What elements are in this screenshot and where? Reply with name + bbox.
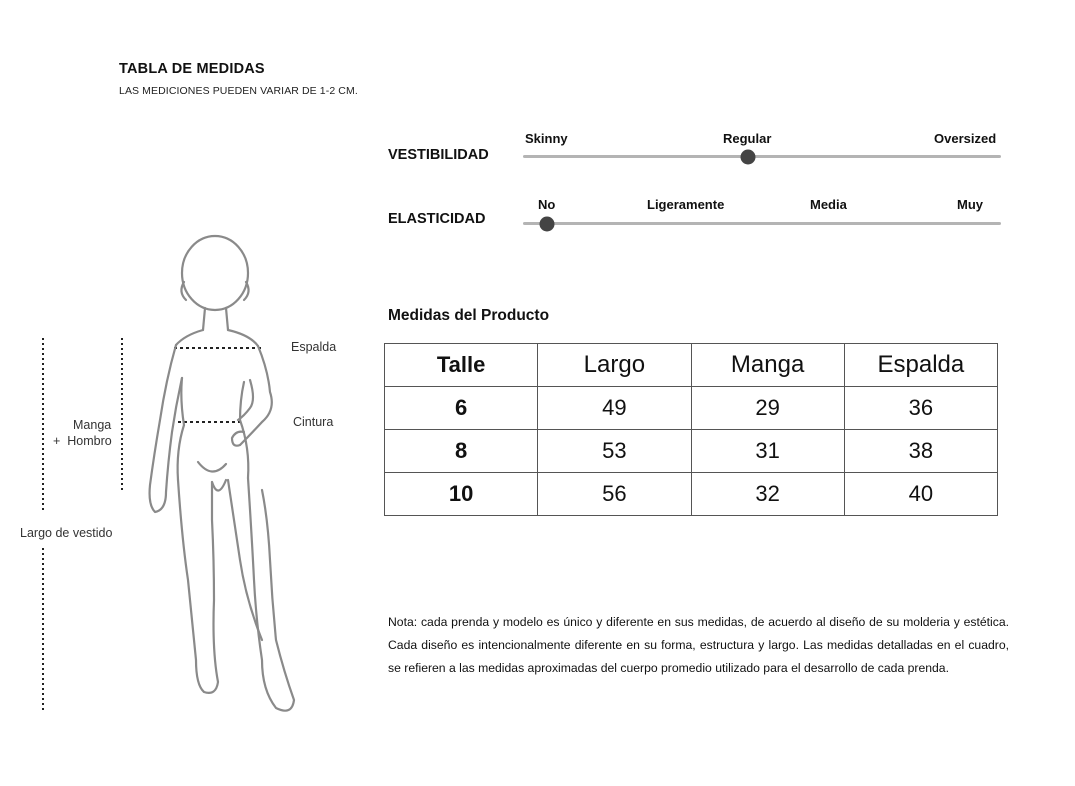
table-row: [385, 473, 998, 516]
elasticidad-option-no: No: [538, 197, 556, 212]
neck-right: [226, 308, 228, 330]
elasticidad-option-media: Media: [810, 197, 847, 212]
neck-left: [203, 308, 205, 330]
manga-cell: 32: [691, 473, 844, 516]
page-title: TABLA DE MEDIDAS: [119, 61, 265, 77]
right-shoulder: [228, 330, 258, 346]
size-cell: 6: [385, 387, 538, 430]
table-row: [385, 387, 998, 430]
vestibilidad-option-regular: Regular: [723, 131, 772, 146]
largo-vestido-label: Largo de vestido: [20, 526, 113, 540]
left-arm: [150, 345, 182, 512]
size-cell: 10: [385, 473, 538, 516]
espalda-label: Espalda: [291, 340, 337, 354]
espalda-cell: 38: [844, 430, 997, 473]
largo-cell: 56: [538, 473, 691, 516]
espalda-cell: 40: [844, 473, 997, 516]
espalda-cell: 36: [844, 387, 997, 430]
column-header-largo: Largo: [538, 344, 691, 387]
column-header-espalda: Espalda: [844, 344, 997, 387]
vestibilidad-option-skinny: Skinny: [525, 131, 568, 146]
manga-label: Manga: [73, 418, 112, 432]
manga-cell: 29: [691, 387, 844, 430]
column-header-manga: Manga: [691, 344, 844, 387]
right-leg: [248, 478, 294, 711]
right-arm-outer: [240, 346, 272, 445]
table-header-row: [385, 344, 998, 387]
left-shoulder: [176, 330, 203, 345]
product-section-title: Medidas del Producto: [388, 307, 550, 324]
largo-cell: 53: [538, 430, 691, 473]
left-leg: [178, 480, 218, 693]
manga-cell: 31: [691, 430, 844, 473]
largo-cell: 49: [538, 387, 691, 430]
note-paragraph: Nota: cada prenda y modelo es único y diferente en sus medidas, de acuerdo al diseño de su molderia y estética. Cada diseño es intencionalmente diferente en su forma, estructura y largo. Las medidas detalladas en el cuadro, se refieren a las medidas aproximadas del cuerpo promedio utilizado para el desarrollo de cada prenda.: [388, 615, 1009, 675]
crotch: [198, 462, 226, 472]
size-cell: 8: [385, 430, 538, 473]
size-table: [384, 343, 998, 516]
elasticidad-option-ligeramente: Ligeramente: [647, 197, 725, 212]
vestibilidad-indicator: [740, 149, 755, 164]
left-hip: [178, 425, 184, 480]
table-row: [385, 430, 998, 473]
vestibilidad-track: [523, 155, 1001, 158]
right-hip: [240, 420, 248, 478]
inner-thigh: [212, 480, 226, 491]
page-subtitle: LAS MEDICIONES PUEDEN VARIAR DE 1-2 CM.: [119, 85, 358, 97]
vestibilidad-label: VESTIBILIDAD: [388, 147, 489, 163]
elasticidad-indicator: [539, 216, 554, 231]
vestibilidad-option-oversized: Oversized: [934, 131, 997, 146]
cintura-label: Cintura: [293, 415, 334, 429]
head: [182, 236, 248, 310]
elasticidad-option-muy: Muy: [957, 197, 983, 212]
body-measurement-figure: [0, 225, 340, 725]
hombro-label: + Hombro: [53, 434, 112, 448]
elasticidad-track: [523, 222, 1001, 225]
elasticidad-label: ELASTICIDAD: [388, 211, 486, 227]
body-outline: [150, 236, 294, 711]
torso-left: [181, 378, 184, 425]
column-header-talle: Talle: [385, 344, 538, 387]
